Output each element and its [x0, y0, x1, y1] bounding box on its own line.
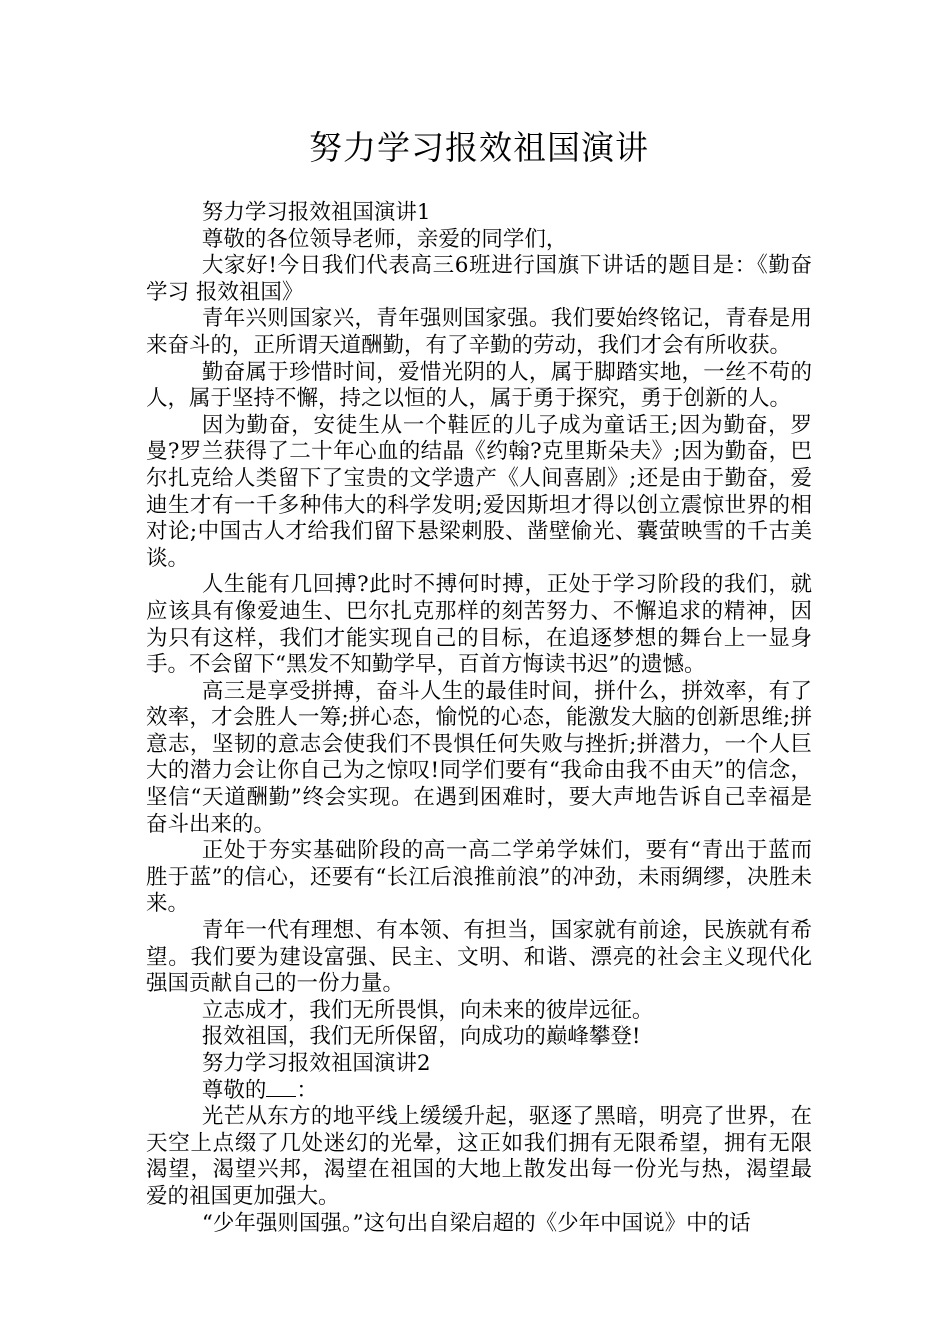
speech-heading-1: 努力学习报效祖国演讲1: [201, 200, 431, 225]
body-paragraph: 人生能有几回搏?此时不搏何时搏，正处于学习阶段的我们，就应该具有像爱迪生、巴尔扎克那样的刻苦努力、不懈追求的精神，因为只有这样，我们才能实现自己的目标，在追逐梦想的舞台上一显身手。不会留下“黑发不知勤学早，百首方悔读书迟”的遗憾。: [146, 572, 812, 678]
salutation-colon: ：: [296, 1077, 318, 1103]
body-paragraph: 高三是享受拼搏，奋斗人生的最佳时间，拼什么，拼效率，有了效率，才会胜人一筹;拼心态，愉悦的心态，能激发大脑的创新思维;拼意志，坚韧的意志会使我们不畏惧任何失败与挫折;拼潜力，一个人巨大的潜力会让你自己为之惊叹!同学们要有“我命由我不由天”的信念，坚信“天道酬勤”终会实现。在遇到困难时，要大声地告诉自己幸福是奋斗出来的。: [146, 678, 812, 837]
closing-line: 立志成才，我们无所畏惧，向未来的彼岸远征。: [201, 997, 654, 1023]
fill-in-blank: [266, 1078, 296, 1097]
body-paragraph: 勤奋属于珍惜时间，爱惜光阴的人，属于脚踏实地，一丝不苟的人，属于坚持不懈，持之以恒的人，属于勇于探究，勇于创新的人。: [146, 359, 812, 412]
body-paragraph: 光芒从东方的地平线上缓缓升起，驱逐了黑暗，明亮了世界，在天空上点缀了几处迷幻的光晕，这正如我们拥有无限希望，拥有无限渴望，渴望兴邦，渴望在祖国的大地上散发出每一份光与热，渴望最爱的祖国更加强大。: [146, 1104, 812, 1209]
body-paragraph: 青年一代有理想、有本领、有担当，国家就有前途，民族就有希望。我们要为建设富强、民主、文明、和谐、漂亮的社会主义现代化强国贡献自己的一份力量。: [146, 918, 812, 997]
salutation-2: [146, 1078, 812, 1105]
body-paragraph: “少年强则国强。”这句出自梁启超的《少年中国说》中的话: [201, 1210, 751, 1236]
document-title: 努力学习报效祖国演讲: [309, 128, 649, 167]
salutation-text: 尊敬的: [201, 1077, 267, 1103]
speech-heading-2: 努力学习报效祖国演讲2: [201, 1051, 431, 1076]
document-body: [146, 200, 812, 1237]
intro-paragraph: 大家好!今日我们代表高三6班进行国旗下讲话的题目是：《勤奋学习 报效祖国》: [146, 253, 812, 305]
document-page: [146, 126, 812, 1237]
body-paragraph: 青年兴则国家兴，青年强则国家强。我们要始终铭记，青春是用来奋斗的，正所谓天道酬勤，有了辛勤的劳动，我们才会有所收获。: [146, 306, 812, 358]
closing-line: 报效祖国，我们无所保留，向成功的巅峰攀登!: [201, 1024, 641, 1050]
body-paragraph: 因为勤奋，安徒生从一个鞋匠的儿子成为童话王;因为勤奋，罗曼?罗兰获得了二十年心血的结晶《约翰?克里斯朵夫》;因为勤奋，巴尔扎克给人类留下了宝贵的文学遗产《人间喜剧》;还是由于勤奋，爱迪生才有一千多种伟大的科学发明;爱因斯坦才得以创立震惊世界的相对论;中国古人才给我们留下悬梁刺股、凿壁偷光、囊萤映雪的千古美谈。: [146, 412, 812, 571]
body-paragraph: 正处于夯实基础阶段的高一高二学弟学妹们，要有“青出于蓝而胜于蓝”的信心，还要有“长江后浪推前浪”的冲劲，未雨绸缪，决胜未来。: [146, 838, 812, 917]
salutation-1: 尊敬的各位领导老师，亲爱的同学们，: [201, 226, 568, 252]
